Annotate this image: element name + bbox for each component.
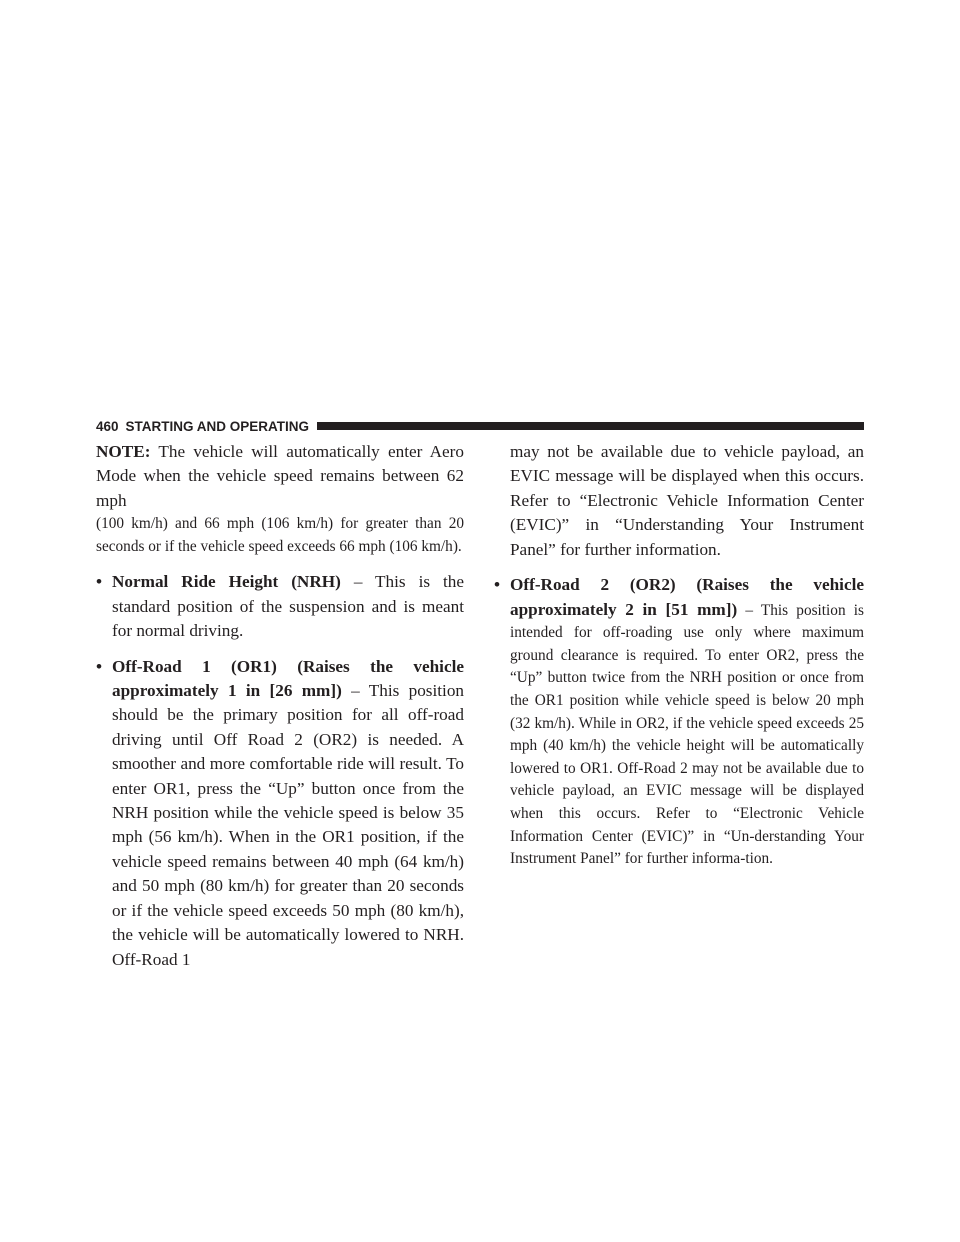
section-title: STARTING AND OPERATING [125, 418, 310, 434]
note-text-continued: (100 km/h) and 66 mph (106 km/h) for greater than 20 seconds or if the vehicle speed exceeds 66 mph (106 km/h). [96, 515, 464, 555]
nrh-text: – This is the standard position of the suspension and is meant for normal driving. [112, 572, 464, 641]
bullet-icon: • [494, 575, 501, 595]
or2-title: Off-Road 2 (OR2) (Raises the vehicle approximately 2 in [51 mm]) [510, 575, 864, 619]
note-label: NOTE: [96, 442, 151, 461]
left-column [96, 440, 464, 972]
bullet-icon: • [96, 656, 103, 676]
or1-text: – This position should be the primary position for all off-road driving until Off Road 2 (OR2) is needed. A smoother and more comfortable ride will result. To enter OR1, press the “Up” button once from the NRH position while the vehicle speed is below 35 mph (56 km/h). When in the OR1 position, if the vehicle speed remains between 40 mph (64 km/h) and 50 mph (80 km/h) for greater than 20 seconds or if the vehicle speed exceeds 50 mph (80 km/h), the vehicle will be automatically lowered to NRH. Off-Road 1 [112, 681, 465, 969]
list-item-nrh [96, 570, 464, 643]
header-rule [317, 422, 864, 430]
note-paragraph [96, 440, 464, 513]
bullet-icon: • [96, 572, 103, 592]
page-number: 460 [96, 418, 119, 434]
or1-continued-text: may not be available due to vehicle payload, an EVIC message will be displayed when this occurs. Refer to “Electronic Vehicle Information Center (EVIC)” in “Understanding Your Instrument Panel” for further information. [510, 442, 864, 559]
or2-text: – This position is intended for off-roading use only where maximum ground clearance is required. To enter OR2, press the “Up” button twice from the NRH position or once from the OR1 position while vehicle speed is below 20 mph (32 km/h). While in OR2, if the vehicle speed exceeds 25 mph (40 km/h) the vehicle height will be automatically lowered to OR1. Off-Road 2 may not be available due to vehicle payload, an EVIC message will be displayed when this occurs. Refer to “Electronic Vehicle Information Center (EVIC)” in “Un-derstanding Your Instrument Panel” for further informa-tion. [510, 601, 864, 868]
note-text: The vehicle will automatically enter Aero Mode when the vehicle speed remains between 62 mph [96, 442, 464, 510]
nrh-title: Normal Ride Height (NRH) [112, 572, 341, 592]
or1-title: Off-Road 1 (OR1) (Raises the vehicle approximately 1 in [26 mm]) [112, 656, 464, 701]
page-header [96, 418, 864, 434]
list-item-or1 [96, 655, 464, 972]
list-item-or2 [494, 573, 864, 871]
right-column [494, 440, 864, 871]
list-item-or1-continued [494, 440, 864, 562]
